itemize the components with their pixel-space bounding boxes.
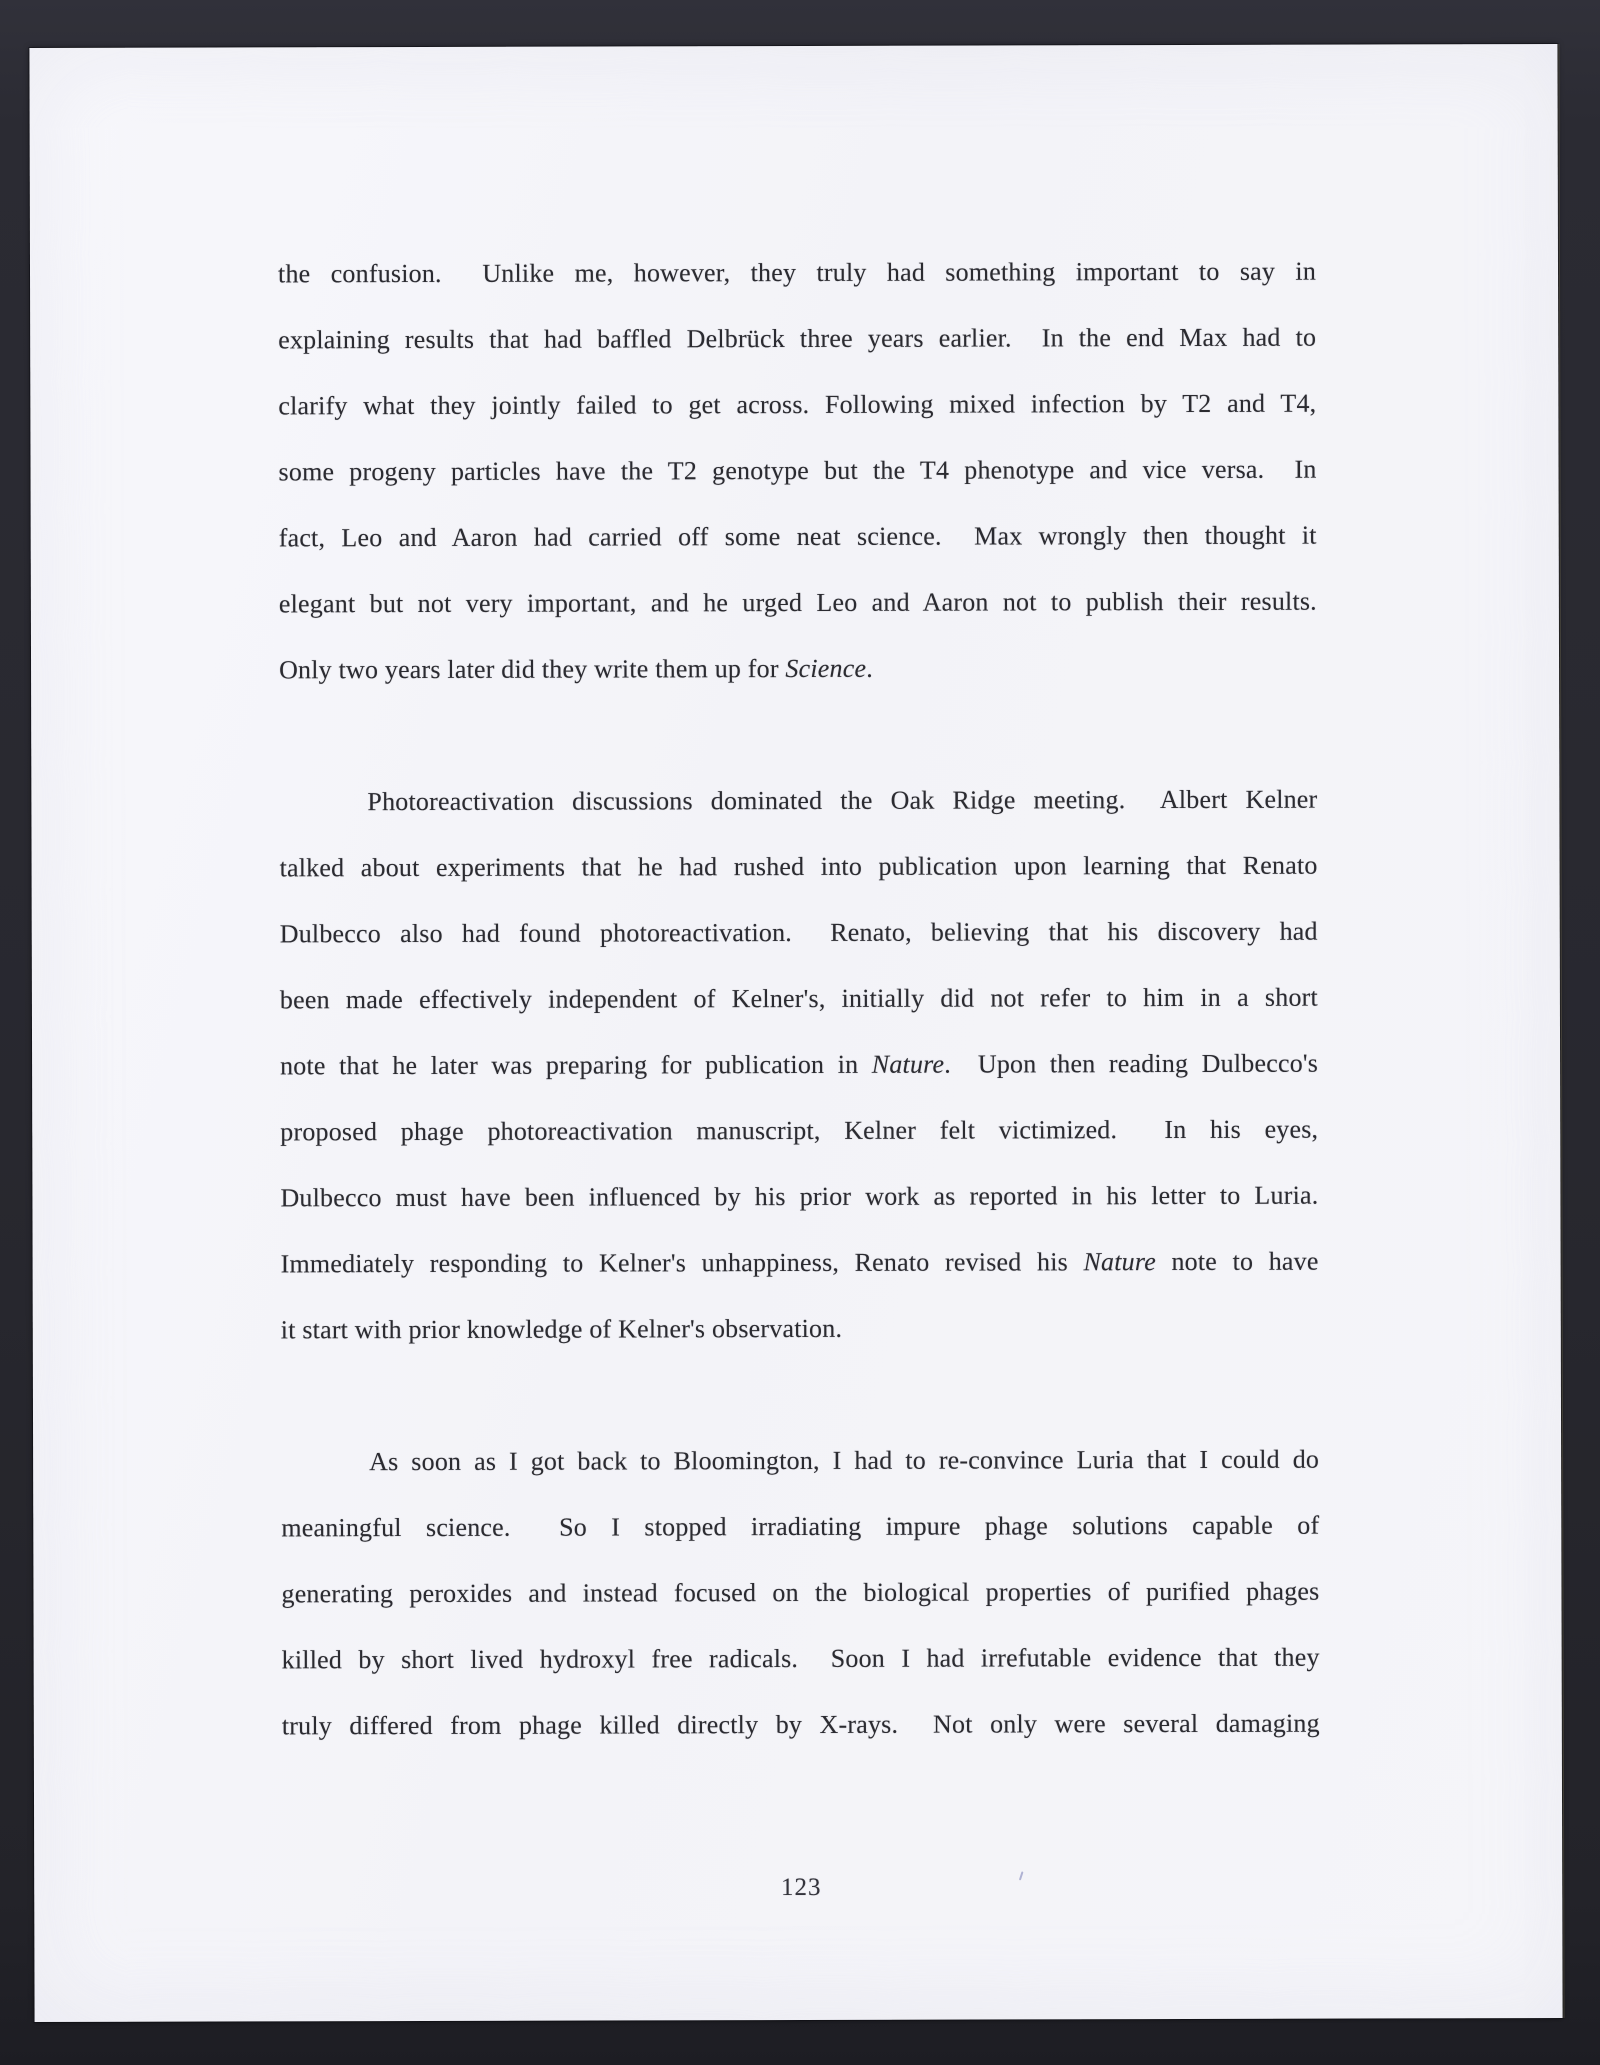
italic-text: Nature bbox=[1083, 1247, 1156, 1277]
text-segment: . bbox=[866, 653, 873, 683]
text-line bbox=[279, 635, 1317, 704]
scanned-page bbox=[29, 44, 1562, 2022]
text-segment: proposed phage photoreactivation manuscript, Kelner felt victimized. In his eyes, bbox=[280, 1114, 1319, 1147]
text-segment: been made effectively independent of Kelner's, initially did not refer to him in a short bbox=[279, 982, 1318, 1015]
page-text-block bbox=[278, 239, 1320, 1760]
text-line bbox=[281, 1229, 1319, 1298]
text-segment: explaining results that had baffled Delbrück three years earlier. In the end Max had to bbox=[278, 322, 1317, 355]
text-segment: note that he later was preparing for publication in bbox=[280, 1049, 872, 1081]
paragraph bbox=[278, 239, 1317, 704]
text-segment: the confusion. Unlike me, however, they truly had something important to say in bbox=[277, 256, 1317, 289]
text-line bbox=[278, 437, 1316, 506]
text-segment: killed by short lived hydroxyl free radicals. Soon I had irrefutable evidence that they bbox=[281, 1642, 1320, 1675]
text-segment: Immediately responding to Kelner's unhappiness, Renato revised his bbox=[280, 1247, 1084, 1279]
text-segment: generating peroxides and instead focused on the biological properties of purified phages bbox=[281, 1576, 1320, 1609]
text-segment: clarify what they jointly failed to get across. Following mixed infection by T2 and T4, bbox=[278, 388, 1317, 421]
text-segment: fact, Leo and Aaron had carried off some neat science. Max wrongly then thought it bbox=[278, 520, 1317, 553]
text-segment: Dulbecco also had found photoreactivation. Renato, believing that his discovery had bbox=[279, 916, 1318, 949]
text-segment: meaningful science. So I stopped irradiating impure phage solutions capable of bbox=[281, 1510, 1320, 1543]
text-line bbox=[281, 1427, 1319, 1496]
text-line bbox=[279, 569, 1317, 638]
italic-text: Nature bbox=[871, 1049, 945, 1079]
text-line bbox=[279, 833, 1317, 902]
text-line bbox=[282, 1691, 1320, 1760]
text-line bbox=[281, 1493, 1319, 1562]
text-line bbox=[281, 1559, 1319, 1628]
text-segment: talked about experiments that he had rushed into publication upon learning that Renato bbox=[279, 850, 1318, 883]
text-line bbox=[280, 1031, 1318, 1100]
text-segment: some progeny particles have the T2 genotype but the T4 phenotype and vice versa. In bbox=[278, 454, 1317, 487]
text-line bbox=[278, 305, 1316, 374]
text-segment: Only two years later did they write them up for bbox=[279, 654, 786, 685]
text-line bbox=[280, 899, 1318, 968]
text-segment: elegant but not very important, and he urged Leo and Aaron not to publish their results. bbox=[278, 586, 1317, 619]
text-segment: truly differed from phage killed directly by X-rays. Not only were several damaging bbox=[281, 1708, 1320, 1741]
text-segment: Dulbecco must have been influenced by his prior work as reported in his letter to Luria. bbox=[280, 1180, 1319, 1213]
text-line bbox=[279, 767, 1317, 836]
text-line bbox=[281, 1295, 1319, 1364]
page-number: 123 bbox=[780, 1873, 822, 1902]
paragraph bbox=[279, 767, 1319, 1364]
text-line bbox=[279, 503, 1317, 572]
text-line bbox=[278, 239, 1316, 308]
text-line bbox=[280, 965, 1318, 1034]
text-segment: . Upon then reading Dulbecco's bbox=[944, 1048, 1319, 1079]
text-line bbox=[280, 1097, 1318, 1166]
text-line bbox=[282, 1625, 1320, 1694]
text-line bbox=[280, 1163, 1318, 1232]
text-segment: As soon as I got back to Bloomington, I had to re-convince Luria that I could do bbox=[369, 1444, 1320, 1477]
text-segment: note to have bbox=[1155, 1246, 1319, 1277]
text-segment: it start with prior knowledge of Kelner's observation. bbox=[280, 1313, 843, 1345]
paragraph bbox=[281, 1427, 1320, 1760]
text-segment: Photoreactivation discussions dominated the Oak Ridge meeting. Albert Kelner bbox=[367, 784, 1318, 817]
text-line bbox=[278, 371, 1316, 440]
italic-text: Science bbox=[785, 653, 867, 684]
